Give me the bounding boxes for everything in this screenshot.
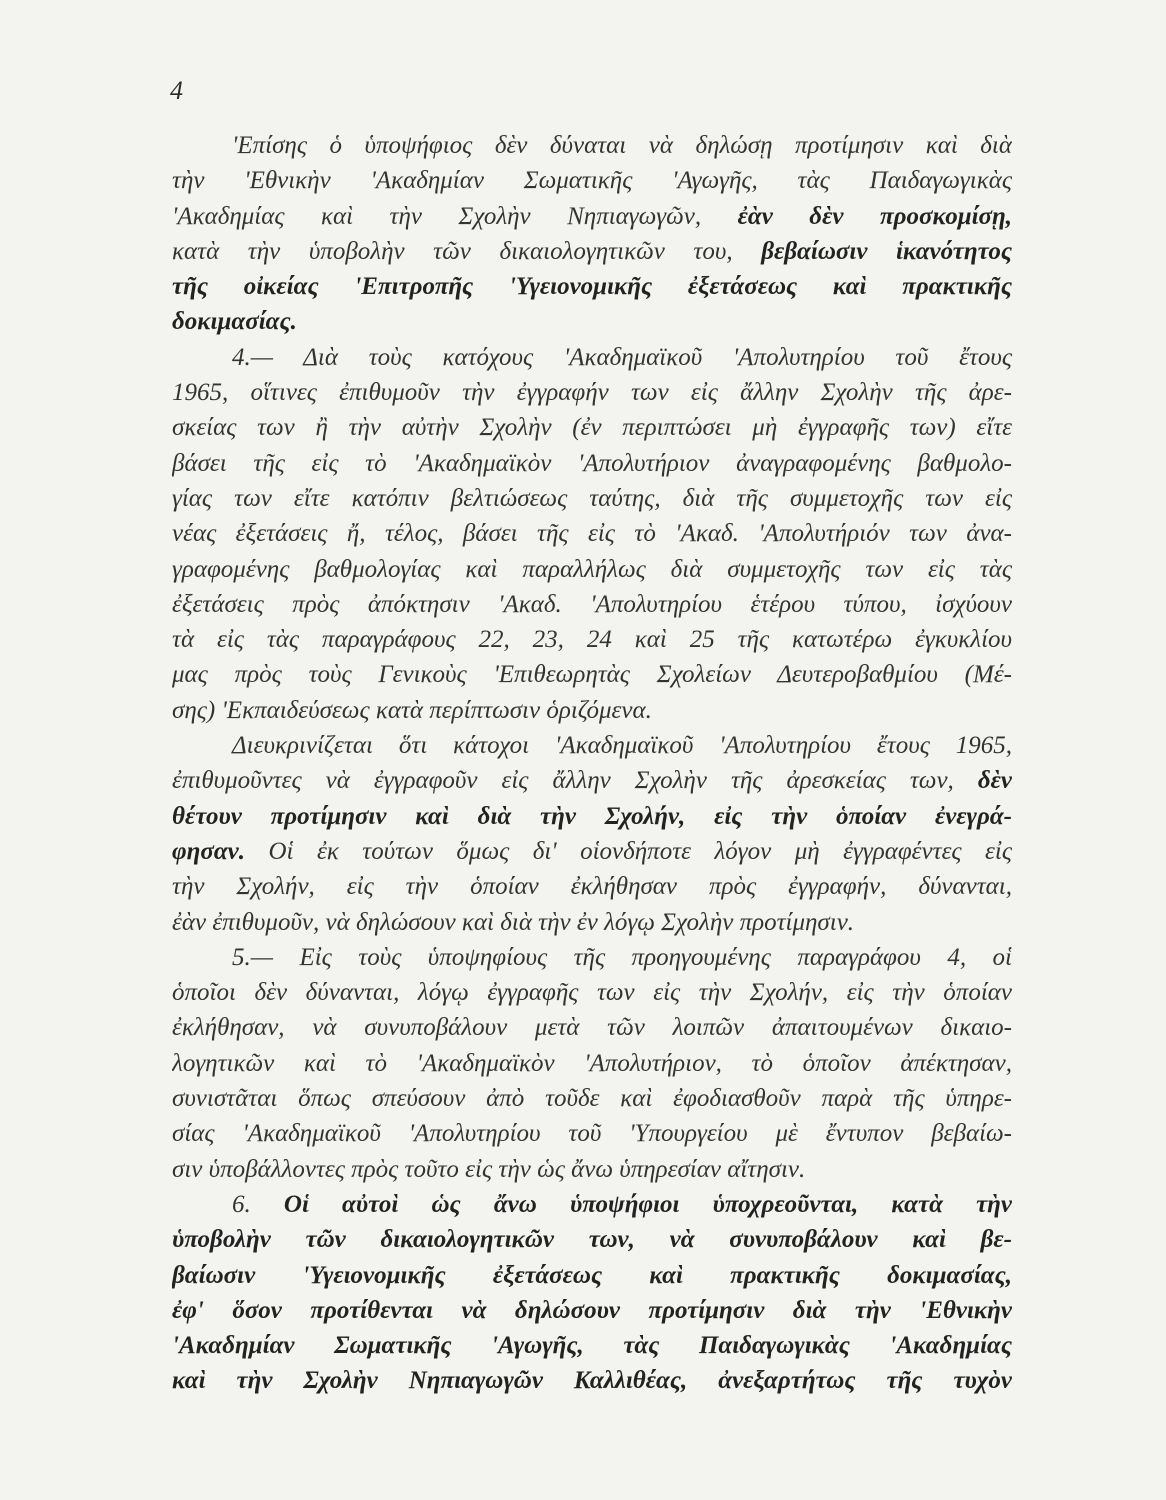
text-line	[172, 905, 1012, 940]
text-segment: 'Επίσης ὁ ὑποψήφιος δὲν δύναται νὰ δηλώσῃ προτίμησιν καὶ διὰ	[232, 132, 1012, 159]
bold-text-segment: δὲν	[977, 767, 1012, 795]
text-line	[172, 1116, 1012, 1151]
bold-text-segment: θέτουν προτίμησιν καὶ διὰ τὴν Σχολήν, εἰς τὴν ὁποίαν ἐνεγρά-	[172, 802, 1012, 830]
text-line	[172, 799, 1012, 834]
text-segment: ὁποῖοι δὲν δύνανται, λόγῳ ἐγγραφῆς των εἰς τὴν Σχολήν, εἰς τὴν ὁποίαν	[172, 979, 1012, 1007]
text-segment: 5.— Εἰς τοὺς ὑποψηφίους τῆς προηγουμένης παραγράφου 4, οἱ	[232, 943, 1012, 971]
text-line	[172, 1046, 1012, 1081]
bold-text-segment: τῆς οἰκείας 'Επιτροπῆς 'Υγειονομικῆς ἐξετάσεως καὶ πρακτικῆς	[172, 273, 1012, 301]
text-segment: 1965, οἵτινες ἐπιθυμοῦν τὴν ἐγγραφήν των εἰς ἄλλην Σχολὴν τῆς ἀρε-	[172, 379, 1012, 407]
text-line	[172, 728, 1012, 763]
text-line	[172, 1222, 1012, 1257]
text-line	[172, 1081, 1012, 1116]
text-line	[172, 587, 1012, 622]
text-line	[172, 410, 1012, 445]
text-line	[172, 269, 1012, 304]
text-segment: σης) 'Εκπαιδεύσεως κατὰ περίπτωσιν ὁριζόμενα.	[172, 696, 652, 724]
text-segment: 6.	[232, 1190, 284, 1218]
text-line	[172, 234, 1012, 269]
text-segment: τὰ εἰς τὰς παραγράφους 22, 23, 24 καὶ 25 τῆς κατωτέρω ἐγκυκλίου	[172, 626, 1012, 654]
text-segment: 4.— Διὰ τοὺς κατόχους 'Ακαδημαϊκοῦ 'Απολυτηρίου τοῦ ἔτους	[232, 343, 1012, 371]
text-line	[172, 869, 1012, 904]
text-segment: λογητικῶν καὶ τὸ 'Ακαδημαϊκὸν 'Απολυτήριον, τὸ ὁποῖον ἀπέκτησαν,	[172, 1049, 1012, 1077]
text-segment: 'Ακαδημίας καὶ τὴν Σχολὴν Νηπιαγωγῶν,	[172, 202, 738, 230]
text-line	[172, 163, 1012, 198]
text-line	[172, 1010, 1012, 1045]
page-number: 4	[170, 76, 183, 105]
text-line	[172, 693, 1012, 728]
text-line	[172, 199, 1012, 234]
text-line	[172, 834, 1012, 869]
text-line	[172, 1328, 1012, 1363]
bold-text-segment: Οἱ αὐτοὶ ὡς ἄνω ὑποψήφιοι ὑποχρεοῦνται, κατὰ τὴν	[283, 1190, 1012, 1218]
text-line	[172, 1363, 1012, 1398]
text-segment: γίας των εἴτε κατόπιν βελτιώσεως ταύτης, διὰ τῆς συμμετοχῆς των εἰς	[172, 484, 1012, 512]
text-line	[172, 481, 1012, 516]
text-line	[172, 657, 1012, 692]
bold-text-segment: ὑποβολὴν τῶν δικαιολογητικῶν των, νὰ συνυποβάλουν καὶ βε-	[172, 1226, 1012, 1254]
text-line	[172, 940, 1012, 975]
text-line	[172, 1152, 1012, 1187]
bold-text-segment: 'Ακαδημίαν Σωματικῆς 'Αγωγῆς, τὰς Παιδαγωγικὰς 'Ακαδημίας	[172, 1332, 1012, 1360]
text-segment: σιν ὑποβάλλοντες πρὸς τοῦτο εἰς τὴν ὡς ἄνω ὑπηρεσίαν αἴτησιν.	[172, 1155, 806, 1183]
text-line	[172, 1293, 1012, 1328]
text-segment: σίας 'Ακαδημαϊκοῦ 'Απολυτηρίου τοῦ 'Υπουργείου μὲ ἔντυπον βεβαίω-	[172, 1120, 1012, 1148]
bold-text-segment: καὶ τὴν Σχολὴν Νηπιαγωγῶν Καλλιθέας, ἀνεξαρτήτως τῆς τυχὸν	[172, 1367, 1012, 1395]
text-segment: τὴν 'Εθνικὴν 'Ακαδημίαν Σωματικῆς 'Αγωγῆς, τὰς Παιδαγωγικὰς	[172, 167, 1012, 195]
text-line	[172, 552, 1012, 587]
text-line	[172, 1258, 1012, 1293]
text-segment: βάσει τῆς εἰς τὸ 'Ακαδημαϊκὸν 'Απολυτήριον ἀναγραφομένης βαθμολο-	[172, 449, 1012, 477]
text-line	[172, 975, 1012, 1010]
bold-text-segment: ἐὰν δὲν προσκομίσῃ,	[737, 202, 1012, 230]
bold-text-segment: ἐφ' ὅσον προτίθενται νὰ δηλώσουν προτίμησιν διὰ τὴν 'Εθνικὴν	[172, 1296, 1012, 1324]
text-line	[172, 622, 1012, 657]
text-segment: συνιστᾶται ὅπως σπεύσουν ἀπὸ τοῦδε καὶ ἐφοδιασθοῦν παρὰ τῆς ὑπηρε-	[172, 1085, 1012, 1113]
text-segment: Διευκρινίζεται ὅτι κάτοχοι 'Ακαδημαϊκοῦ 'Απολυτηρίου ἔτους 1965,	[232, 732, 1012, 760]
text-line	[172, 128, 1012, 163]
text-line	[172, 340, 1012, 375]
bold-text-segment: βαίωσιν 'Υγειονομικῆς ἐξετάσεως καὶ πρακτικῆς δοκιμασίας,	[172, 1261, 1012, 1289]
text-segment: Οἱ ἐκ τούτων ὅμως δι' οἱονδήποτε λόγον μὴ ἐγγραφέντες εἰς	[245, 837, 1012, 865]
bold-text-segment: φησαν.	[172, 837, 245, 865]
text-segment: σκείας των ἢ τὴν αὐτὴν Σχολὴν (ἐν περιπτώσει μὴ ἐγγραφῆς των) εἴτε	[172, 414, 1012, 442]
text-line	[172, 446, 1012, 481]
bold-text-segment: βεβαίωσιν ἱκανότητος	[761, 237, 1012, 265]
text-segment: τὴν Σχολήν, εἰς τὴν ὁποίαν ἐκλήθησαν πρὸς ἐγγραφήν, δύνανται,	[172, 873, 1012, 901]
text-line	[172, 304, 1012, 339]
text-segment: κατὰ τὴν ὑποβολὴν τῶν δικαιολογητικῶν του,	[172, 237, 762, 265]
text-segment: ἐὰν ἐπιθυμοῦν, νὰ δηλώσουν καὶ διὰ τὴν ἐν λόγῳ Σχολὴν προτίμησιν.	[172, 908, 855, 936]
text-segment: ἐκλήθησαν, νὰ συνυποβάλουν μετὰ τῶν λοιπῶν ἀπαιτουμένων δικαιο-	[172, 1014, 1012, 1042]
text-line	[172, 763, 1012, 798]
text-segment: μας πρὸς τοὺς Γενικοὺς 'Επιθεωρητὰς Σχολείων Δευτεροβαθμίου (Μέ-	[172, 661, 1012, 689]
bold-text-segment: δοκιμασίας.	[172, 308, 297, 336]
text-segment: νέας ἐξετάσεις ἤ, τέλος, βάσει τῆς εἰς τὸ 'Ακαδ. 'Απολυτήριόν των ἀνα-	[172, 520, 1012, 548]
text-line	[172, 1187, 1012, 1222]
text-segment: ἐπιθυμοῦντες νὰ ἐγγραφοῦν εἰς ἄλλην Σχολὴν τῆς ἀρεσκείας των,	[172, 767, 978, 795]
text-line	[172, 375, 1012, 410]
text-line	[172, 516, 1012, 551]
text-segment: ἐξετάσεις πρὸς ἀπόκτησιν 'Ακαδ. 'Απολυτηρίου ἑτέρου τύπου, ἰσχύουν	[172, 590, 1012, 618]
text-segment: γραφομένης βαθμολογίας καὶ παραλλήλως διὰ συμμετοχῆς των εἰς τὰς	[172, 555, 1012, 583]
document-body	[172, 128, 1012, 1399]
